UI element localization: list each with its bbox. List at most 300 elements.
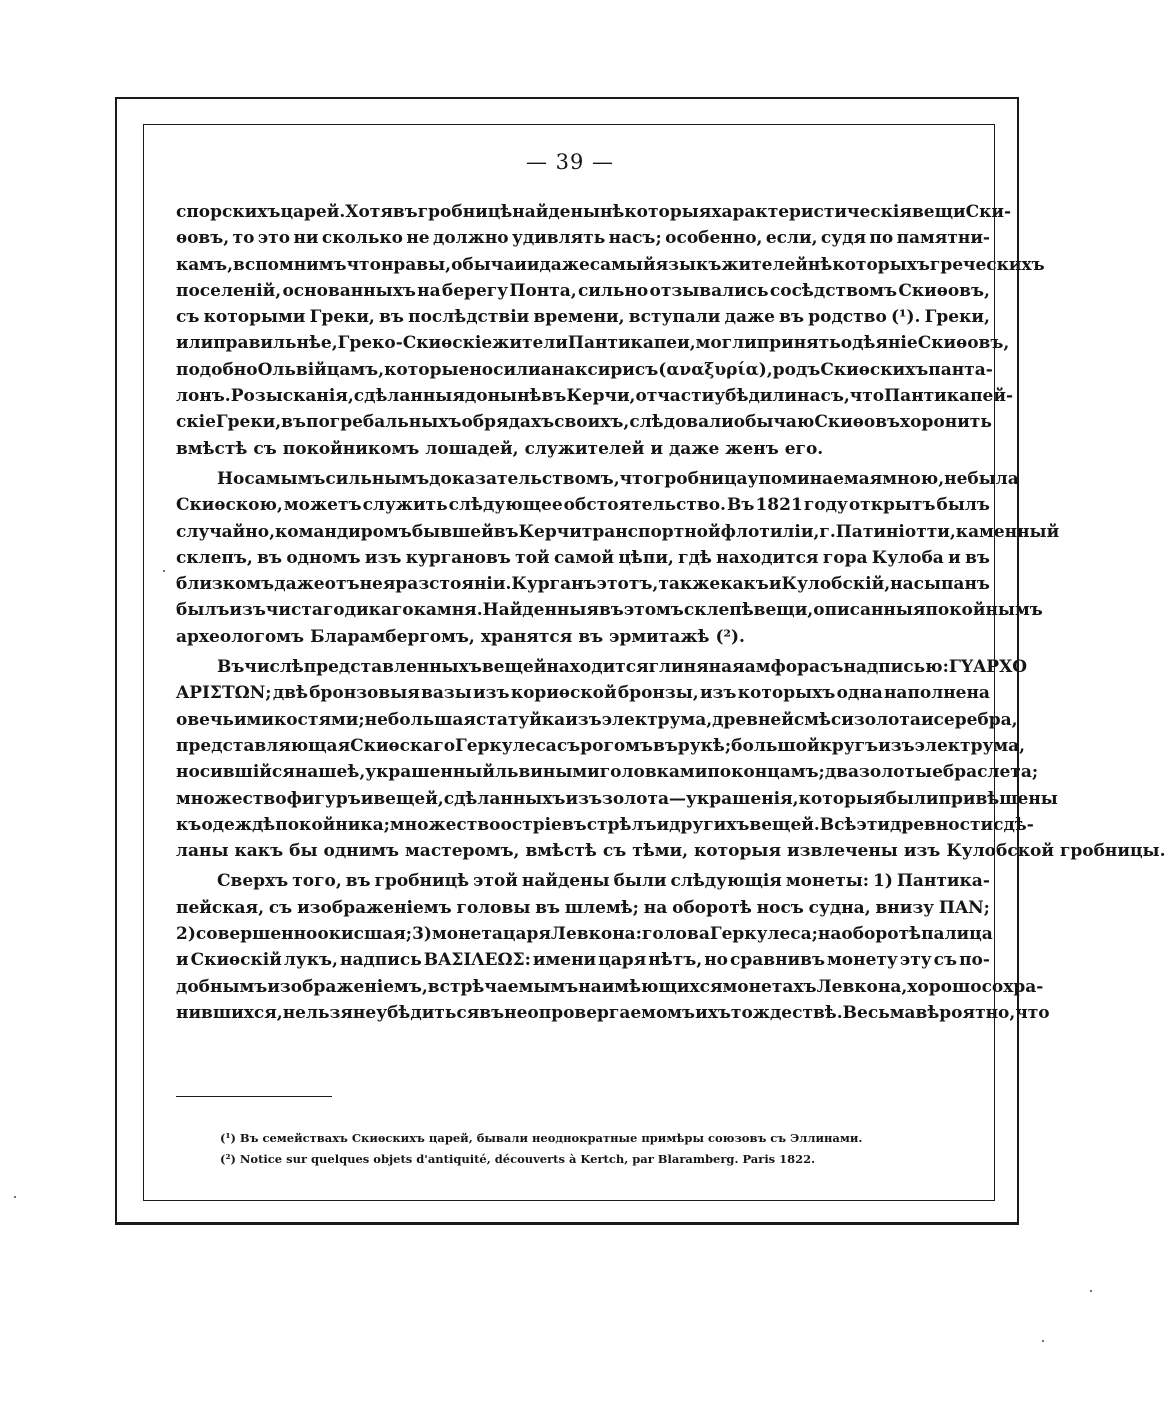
word: нѣкоторыя	[599, 202, 712, 222]
word: принять	[756, 333, 841, 354]
word: спорскихъ	[176, 202, 281, 222]
word: царя	[502, 924, 551, 945]
word: каменный	[955, 521, 1060, 542]
word: Но	[217, 468, 245, 489]
word: монеты:	[785, 871, 870, 892]
word: концамъ;	[731, 762, 825, 783]
word: дикаго	[344, 600, 414, 621]
word: упоминаемая	[747, 468, 883, 489]
word: наполнена	[883, 683, 990, 704]
word: по-	[959, 950, 990, 971]
word: мастеромъ,	[405, 841, 520, 862]
word: носили	[469, 359, 541, 380]
word: были	[885, 788, 939, 809]
word: должно	[433, 228, 509, 249]
word: (¹).	[891, 307, 921, 328]
word: сильнымъ	[325, 468, 430, 489]
word: пейская,	[176, 897, 264, 918]
word: сколько	[321, 228, 403, 249]
word: не	[944, 468, 968, 489]
word: украшенія,	[686, 788, 799, 809]
word: г.	[819, 521, 836, 542]
word: большой	[731, 735, 820, 756]
word: Кулобскій,	[781, 574, 891, 595]
word: ланы	[176, 841, 229, 862]
word: на	[643, 897, 668, 918]
word: овечьими	[176, 709, 274, 730]
word: въ	[541, 386, 567, 407]
word: внизу	[875, 897, 935, 918]
word: и	[650, 438, 663, 459]
scan-speck	[1090, 1290, 1092, 1292]
word: въ	[493, 521, 519, 542]
word: гора	[822, 547, 868, 568]
word: кургановъ	[405, 547, 511, 568]
word: тождествѣ.	[730, 1002, 843, 1023]
word: слѣдующее	[448, 495, 563, 516]
text-line	[176, 436, 990, 462]
text-line	[176, 357, 993, 383]
word: греческихъ	[929, 254, 1045, 275]
word: и	[768, 574, 782, 595]
word: которыя	[798, 788, 886, 809]
word: Левкона:	[550, 924, 642, 945]
footnote-2: (²) Notice sur quelques objets d'antiquité, découverts à Kertch, par Blaramberg. Paris 1822.	[220, 1152, 816, 1166]
word: вступали	[628, 307, 721, 328]
word: въ	[598, 600, 624, 621]
word: убѣдиться	[376, 1002, 480, 1023]
word: бы	[289, 841, 318, 862]
word: что	[346, 254, 381, 275]
word: гробницѣ	[374, 871, 470, 892]
word: нѣтъ,	[648, 950, 703, 971]
word: Скиѳовъ,	[898, 280, 990, 301]
word: сильно	[577, 280, 649, 301]
word: 3)	[412, 924, 432, 945]
word: даже	[274, 574, 325, 595]
word: Скиѳскихъ	[820, 359, 929, 380]
paragraph-1	[176, 199, 1045, 462]
word: родство	[808, 307, 887, 328]
text-line	[176, 786, 1058, 812]
word: на	[417, 280, 441, 301]
word: представленныхъ	[303, 657, 482, 678]
word: остріевъ	[500, 814, 587, 835]
word: даже	[724, 307, 775, 328]
word: съ	[176, 307, 200, 328]
text-line	[176, 680, 990, 706]
word: скіе	[176, 412, 216, 433]
word: хоронить	[900, 412, 992, 433]
footnote-1: (¹) Въ семействахъ Скиѳскихъ царей, бывали неоднократные примѣры союзовъ съ Эллинами.	[220, 1131, 863, 1145]
word: и	[920, 709, 934, 730]
word: множество	[389, 814, 501, 835]
word: оборотѣ	[672, 897, 752, 918]
word: на	[294, 762, 319, 783]
word: извлечены	[787, 841, 898, 862]
word: камня.	[413, 600, 483, 621]
word: языкъ	[655, 254, 722, 275]
footnote-divider	[176, 1096, 332, 1097]
word: отчасти	[635, 386, 715, 407]
word: также	[658, 574, 721, 595]
word: насъ,	[797, 386, 850, 407]
word: изъ	[903, 841, 941, 862]
text-line	[176, 545, 990, 571]
word: вмѣстѣ	[176, 438, 248, 459]
word: Греки,	[309, 307, 375, 328]
word: носившійся	[176, 762, 295, 783]
word: тѣми,	[632, 841, 689, 862]
word: одѣяніе	[840, 333, 918, 354]
word: самымъ	[244, 468, 326, 489]
word: не	[352, 1002, 377, 1023]
word: изъ	[565, 788, 602, 809]
word: встрѣчаемымъ	[427, 976, 579, 997]
word: слѣдующія	[670, 871, 782, 892]
word: 2)	[176, 924, 196, 945]
word: стрѣлъ	[586, 814, 657, 835]
word: изъ	[229, 600, 266, 621]
word: нившихся,	[176, 1002, 283, 1023]
word: берегу	[441, 280, 509, 301]
word: той	[515, 547, 550, 568]
word: нѣкоторыхъ	[807, 254, 930, 275]
word: одеждѣ	[201, 814, 276, 835]
word: Понта,	[509, 280, 577, 301]
word: Курганъ	[511, 574, 597, 595]
word: склепѣ	[683, 600, 754, 621]
word: доказательствомъ,	[429, 468, 620, 489]
word: съ	[602, 841, 627, 862]
word: нравы,	[380, 254, 452, 275]
word: Скиѳскаго	[350, 735, 456, 756]
word: найдены	[521, 871, 610, 892]
word: этомъ	[623, 600, 684, 621]
word: послѣдствіи	[408, 307, 530, 328]
word: золота	[601, 788, 670, 809]
word: золотые	[859, 762, 943, 783]
word: Весьма	[842, 1002, 916, 1023]
word: неопровергаемомъ	[504, 1002, 696, 1023]
word: въ	[479, 1002, 505, 1023]
word: Найденныя	[482, 600, 599, 621]
footnotes	[220, 1128, 960, 1170]
word: того,	[292, 871, 342, 892]
word: и	[176, 950, 189, 971]
word: въ	[653, 735, 678, 756]
word: Греки,	[924, 307, 990, 328]
page-number: — 39 —	[525, 150, 615, 174]
text-line	[176, 624, 990, 650]
word: этотъ,	[596, 574, 659, 595]
word: ΓΥΑΡΧΟ	[948, 657, 1028, 678]
word: насыпанъ	[890, 574, 990, 595]
word: по	[869, 228, 894, 249]
word: судна,	[808, 897, 871, 918]
word: Кулобской	[946, 841, 1054, 862]
word: своихъ,	[554, 412, 630, 433]
word: хранятся	[480, 626, 573, 647]
word: изъ	[878, 735, 915, 756]
word: гробницѣ	[417, 202, 513, 222]
word: въ	[379, 307, 404, 328]
word: головы	[456, 897, 531, 918]
word: обрядахъ	[461, 412, 555, 433]
word: самый	[589, 254, 656, 275]
word: жителей	[721, 254, 808, 275]
word: ΑΡΙΣΤΩΝ;	[176, 683, 272, 704]
paragraph-2	[176, 466, 1060, 650]
word: то	[232, 228, 255, 249]
word: шеѣ,	[318, 762, 366, 783]
word: Въ	[727, 495, 755, 516]
text-line	[176, 974, 1044, 1000]
word: разстояніи.	[395, 574, 512, 595]
text-line	[176, 304, 990, 330]
word: этой	[473, 871, 518, 892]
word: имѣющихся	[601, 976, 723, 997]
text-line	[176, 1000, 1050, 1026]
word: два	[824, 762, 859, 783]
word: панта-	[928, 359, 993, 380]
word: изъ	[473, 683, 510, 704]
word: лонъ.	[176, 386, 231, 407]
word: поселеній,	[176, 280, 282, 301]
word: и	[656, 814, 670, 835]
word: Скиѳскій	[190, 950, 282, 971]
word: царей.	[280, 202, 346, 222]
word: украшенный	[365, 762, 495, 783]
word: сравнивъ	[730, 950, 825, 971]
word: не	[406, 228, 430, 249]
word: 1821	[755, 495, 803, 516]
word: покойника;	[275, 814, 390, 835]
word: одномъ	[286, 547, 361, 568]
word: Пантика-	[896, 871, 990, 892]
word: случайно,	[176, 521, 275, 542]
word: ΒΑΣΙΛΕΩΣ:	[423, 950, 531, 971]
word: Скиѳовъ,	[917, 333, 1010, 354]
word: съ	[268, 897, 293, 918]
word: къ	[176, 814, 202, 835]
word: жители	[492, 333, 568, 354]
word: и	[526, 254, 540, 275]
word: Всѣ	[819, 814, 857, 835]
word: амфора	[744, 657, 821, 678]
word: отъ	[324, 574, 360, 595]
scan-speck	[163, 570, 165, 572]
word: одна	[836, 683, 883, 704]
word: эту	[899, 950, 932, 971]
word: Патиніотти,	[835, 521, 956, 542]
word: привѣшены	[938, 788, 1058, 809]
text-line	[176, 838, 1166, 864]
word: Ольвійцамъ,	[257, 359, 385, 380]
word: большая	[387, 709, 476, 730]
word: убѣдили	[714, 386, 798, 407]
word: хорошо	[907, 976, 982, 997]
word: можетъ	[283, 495, 362, 516]
word: изображеніемъ,	[267, 976, 428, 997]
word: эти	[856, 814, 890, 835]
word: что	[1015, 1002, 1050, 1023]
text-line	[176, 492, 990, 518]
word: сдѣ-	[993, 814, 1034, 835]
word: которыми	[203, 307, 306, 328]
word: другихъ	[669, 814, 750, 835]
word: до	[464, 386, 488, 407]
word: ѳовъ,	[176, 228, 230, 249]
word: въ	[345, 871, 371, 892]
word: ни	[293, 228, 319, 249]
word: подобно	[176, 359, 258, 380]
word: древней	[712, 709, 794, 730]
word: надпись	[340, 950, 422, 971]
word: бронзы,	[617, 683, 699, 704]
text-line	[176, 707, 1018, 733]
word: вещи,	[753, 600, 814, 621]
word: нынѣ	[487, 386, 542, 407]
word: шлемѣ;	[564, 897, 639, 918]
word: склепъ,	[176, 547, 253, 568]
word: правильнѣе,	[213, 333, 338, 354]
text-line	[176, 383, 1013, 409]
text-line	[176, 571, 990, 597]
word: однимъ	[323, 841, 400, 862]
word: лошадей,	[425, 438, 519, 459]
word: нея	[359, 574, 396, 595]
word: кругъ	[819, 735, 879, 756]
word: носъ	[756, 897, 804, 918]
word: костями;	[273, 709, 365, 730]
scan-speck	[14, 1196, 16, 1198]
word: ΠΑΝ;	[938, 897, 990, 918]
word: археологомъ	[176, 626, 305, 647]
body-text	[176, 199, 1166, 1026]
text-line	[176, 759, 1039, 785]
word: изъ	[699, 683, 737, 704]
word: покойнымъ	[925, 600, 1043, 621]
word: камъ,	[176, 254, 234, 275]
text-line	[176, 812, 1034, 838]
word: погребальныхъ	[306, 412, 462, 433]
word: анаксирисъ	[540, 359, 659, 380]
word: окисшая;	[317, 924, 413, 945]
word: Бларамбергомъ,	[310, 626, 475, 647]
word: браслета;	[942, 762, 1039, 783]
word: сосѣдствомъ	[769, 280, 898, 301]
word: покойникомъ	[282, 438, 420, 459]
word: по	[707, 762, 732, 783]
word: съ	[253, 438, 277, 459]
word: вмѣстѣ	[525, 841, 597, 862]
word: въ	[578, 626, 604, 647]
word: добнымъ	[176, 976, 268, 997]
text-line	[176, 225, 990, 251]
word: командиромъ	[275, 521, 412, 542]
word: бывшей	[411, 521, 494, 542]
word: оборотѣ	[841, 924, 922, 945]
word: глиняная	[648, 657, 745, 678]
word: Розысканія,	[230, 386, 354, 407]
word: были	[613, 871, 667, 892]
word: львиными	[494, 762, 600, 783]
word: гдѣ	[678, 547, 712, 568]
word: что	[849, 386, 885, 407]
word: вѣроятно,	[915, 1002, 1016, 1023]
word: Геркулеса;	[709, 924, 818, 945]
text-line	[176, 654, 1028, 680]
word: монету	[827, 950, 898, 971]
word: Скиѳскою,	[176, 495, 283, 516]
word: въ	[257, 547, 283, 568]
text-line	[176, 733, 1026, 759]
word: надписью:	[843, 657, 949, 678]
word: вещей,	[373, 788, 444, 809]
word: царя	[598, 950, 647, 971]
word: его.	[784, 438, 824, 459]
word: вазы	[421, 683, 472, 704]
word: Пантикапей-	[884, 386, 1013, 407]
word: служителей	[524, 438, 645, 459]
text-line	[176, 895, 990, 921]
word: лукъ,	[283, 950, 338, 971]
word: палица	[921, 924, 993, 945]
word: въ	[965, 547, 990, 568]
word: древности	[889, 814, 994, 835]
text-line	[176, 199, 1012, 225]
word: найдены	[512, 202, 600, 222]
word: монета	[431, 924, 503, 945]
word: даже	[539, 254, 590, 275]
word: основанныхъ	[282, 280, 416, 301]
word: 1)	[873, 871, 893, 892]
word: какъ	[234, 841, 284, 862]
word: Ски-	[965, 202, 1012, 222]
word: характеристическія	[711, 202, 912, 222]
word: что	[619, 468, 654, 489]
word: смѣси	[793, 709, 854, 730]
word: году	[803, 495, 848, 516]
text-line	[176, 947, 990, 973]
word: множество	[176, 788, 287, 809]
text-line	[176, 868, 990, 894]
word: ихъ	[695, 1002, 731, 1023]
text-line	[176, 252, 1045, 278]
word: электрума,	[914, 735, 1026, 756]
word: судя	[820, 228, 867, 249]
word: имени	[532, 950, 597, 971]
word: —	[669, 788, 687, 809]
word: чистаго	[265, 600, 345, 621]
word: въ	[535, 897, 561, 918]
paragraph-3	[176, 654, 1166, 864]
word: цѣпи,	[618, 547, 674, 568]
word: въ	[392, 202, 418, 222]
word: монетахъ	[722, 976, 817, 997]
word: Керчи	[518, 521, 582, 542]
word: сдѣланныхъ	[443, 788, 566, 809]
word: совершенно	[195, 924, 318, 945]
word: гробницы.	[1059, 841, 1166, 862]
word: флотиліи,	[720, 521, 820, 542]
word: двѣ	[272, 683, 308, 704]
text-line	[176, 921, 993, 947]
word: слѣдовали	[629, 412, 734, 433]
scan-speck	[1042, 1340, 1044, 1342]
word: (²).	[715, 626, 745, 647]
